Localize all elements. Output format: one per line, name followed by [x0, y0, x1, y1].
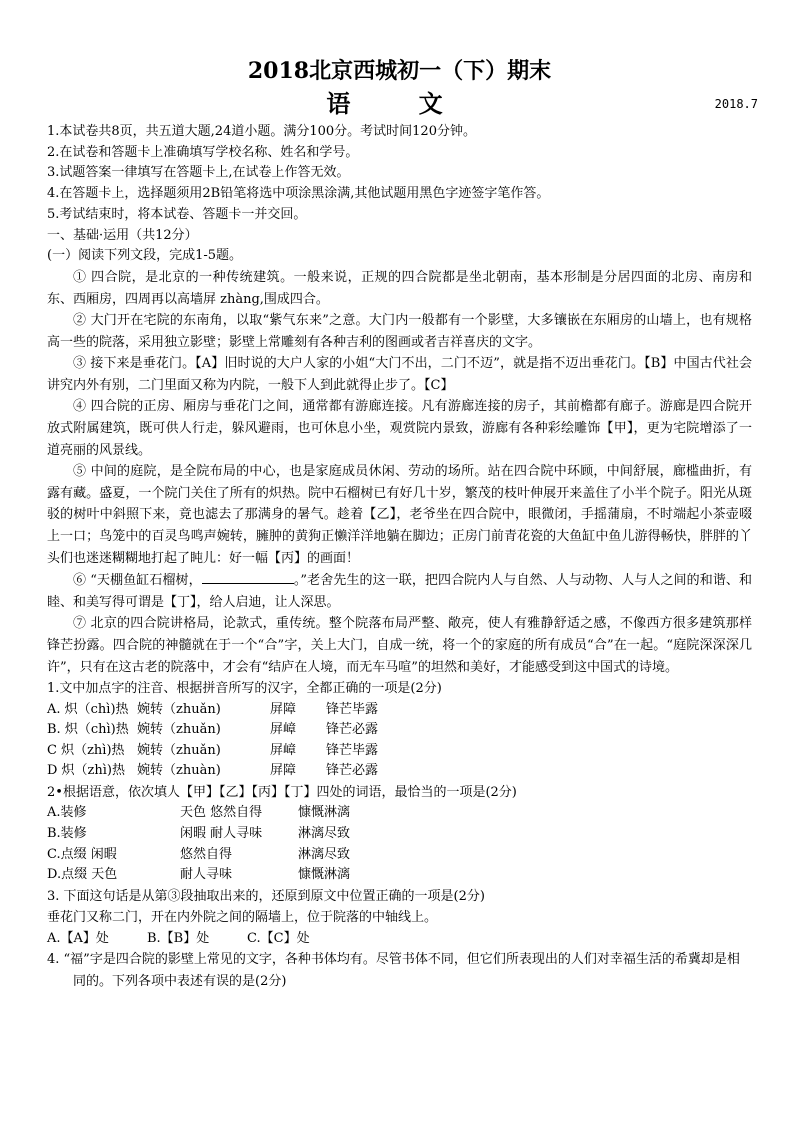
- question-1-stem: 1.文中加点字的注音、根据拼音所写的汉字，全都正确的一项是(2分): [47, 681, 442, 697]
- subject-heading: 语 文: [326, 89, 473, 118]
- passage-paragraph: ⑤ 中间的庭院，是全院布局的中心，也是家庭成员休闲、劳动的场所。站在四合院中环顾，中间舒展，廊槛曲折，有露有藏。盛夏，一个院门关住了所有的炽热。院中石榴树已有好几十岁，繁茂的枝叶伸展开来盖住了小半个院子。阳光从斑驳的树叶中斜照下来，竟也滤去了那满身的暑气。趁着【乙】，老爷坐在四合院中，眼微闭，手摇蒲扇，不时端起小茶壶啜上一口；鸟笼中的百灵鸟鸣声婉转，臃肿的黄狗正懒洋洋地躺在脚边；正房门前青花瓷的大鱼缸中鱼儿游得畅快，胖胖的丫头们也迷迷糊糊地打起了盹儿：好一幅【丙】的画面！: [47, 464, 752, 566]
- question-option: C.点缀 闲暇 悠然自得 淋漓尽致: [47, 846, 351, 862]
- passage-paragraph: ③ 接下来是垂花门。【A】旧时说的大户人家的小姐“大门不出，二门不迈”，就是指不迈出垂花门。【B】中国古代社会讲究内外有别，二门里面又称为内院，一般下人到此就得止步了。【C】: [47, 356, 752, 393]
- question-option: B. 炽（chì)热 婉转（zhuǎn) 屏嶂 锋芒必露: [47, 722, 379, 738]
- question-option: A.装修 天色 悠然自得 慷慨淋漓: [47, 805, 351, 821]
- instruction-item: 1.本试卷共8页，共五道大题,24道小题。满分100分。考试时间120分钟。: [47, 124, 476, 139]
- exam-page: [47, 56, 758, 992]
- passage-paragraph: ④ 四合院的正房、厢房与垂花门之间，通常都有游廊连接。凡有游廊连接的房子，其前檐都有廊子。游廊是四合院开放式附属建筑，既可供人行走，躲风避雨，也可休息小坐，观赏院内景致，游廊有各种彩绘雕饰【甲】，更为宅院增添了一道亮丽的风景线。: [47, 399, 752, 458]
- exam-date: 2018.7: [714, 97, 758, 111]
- instruction-item: 4.在答题卡上，选择题须用2B铅笔将选中项涂黑涂满,其他试题用黑色字迹签字笔作答。: [47, 186, 550, 202]
- passage-paragraph: ② 大门开在宅院的东南角，以取“紫气东来”之意。大门内一般都有一个影壁，大多镶嵌在东厢房的山墙上，也有规格高一些的院落，采用独立影壁；影壁上常雕刻有各种吉利的图画或者吉祥喜庆的文字。: [47, 313, 752, 350]
- question-3-stem: 3. 下面这句话是从第③段抽取出来的，还原到原文中位置正确的一项是(2分): [47, 888, 485, 904]
- passage-paragraph: ① 四合院，是北京的一种传统建筑。一般来说，正规的四合院都是坐北朝南，基本形制是分居四面的北房、南房和东、西厢房，四周再以高墙屏 zhàng,围成四合。: [47, 269, 752, 307]
- fill-blank: [202, 569, 294, 584]
- question-option: A. 炽（chì)热 婉转（zhuǎn) 屏障 锋芒毕露: [47, 701, 379, 717]
- question-3-sentence: 垂花门又称二门，开在内外院之间的隔墙上，位于院落的中轴线上。: [47, 910, 438, 926]
- instruction-item: 3.试题答案一律填写在答题卡上,在试卷上作答无效。: [47, 165, 350, 181]
- para6-before: ⑥ “天棚鱼缸石榴树，: [73, 573, 202, 589]
- instruction-item: 5.考试结束时，将本试卷、答题卡一并交回。: [47, 206, 307, 222]
- instruction-item: 2.在试卷和答题卡上准确填写学校名称、姓名和学号。: [47, 144, 359, 160]
- question-2-stem: 2•根据语意，依次填人【甲】【乙】【丙】【丁】四处的词语，最恰当的一项是(2分): [47, 784, 517, 800]
- section-subheading: (一）阅读下列文段，完成1-5题。: [47, 248, 243, 264]
- instructions: [47, 122, 752, 226]
- question-option: D 炽（zhì)热 婉转（zhuàn) 屏障 锋芒必露: [47, 763, 379, 779]
- question-4-stem: 4. “福”字是四合院的影壁上常见的文字，各种书体均有。尽管书体不同，但它们所表现出的人们对幸福生活的希冀却是相同的。下列各项中表述有误的是(2分): [47, 952, 740, 989]
- para6-after: 。”老舍先生的这一联，把四合院内人与自然、人与动物、人与人之间的和谐、和睦、和美写得可谓是【丁】，给人启迪，让人深思。: [47, 573, 752, 610]
- question-option: B.装修 闲暇 耐人寻味 淋漓尽致: [47, 825, 351, 841]
- question-option: C 炽（zhì)热 婉转（zhuǎn) 屏嶂 锋芒毕露: [47, 742, 379, 758]
- subject-row: [47, 86, 758, 122]
- section-heading: 一、基础·运用（共12分）: [47, 227, 198, 243]
- exam-title: 2018北京西城初一（下）期末: [247, 58, 552, 84]
- question-option: D.点缀 天色 耐人寻味 慷慨淋漓: [47, 867, 351, 883]
- passage-paragraph: [47, 569, 752, 613]
- passage-paragraph: ⑦ 北京的四合院讲格局，论款式，重传统。整个院落布局严整、敞亮，使人有雅静舒适之感，不像西方很多建筑那样锋芒扮露。四合院的神髓就在于一个“合”字，关上大门，自成一统，将一个的家庭的所有成员“合”在一起。“庭院深深深几许”，只有在这古老的院落中，才会有“结庐在人境，而无车马喧”的坦然和美好，才能感受到这中国式的诗境。: [47, 616, 752, 675]
- question-3-options: A.【A】处 B.【B】处 C.【C】处: [47, 930, 310, 946]
